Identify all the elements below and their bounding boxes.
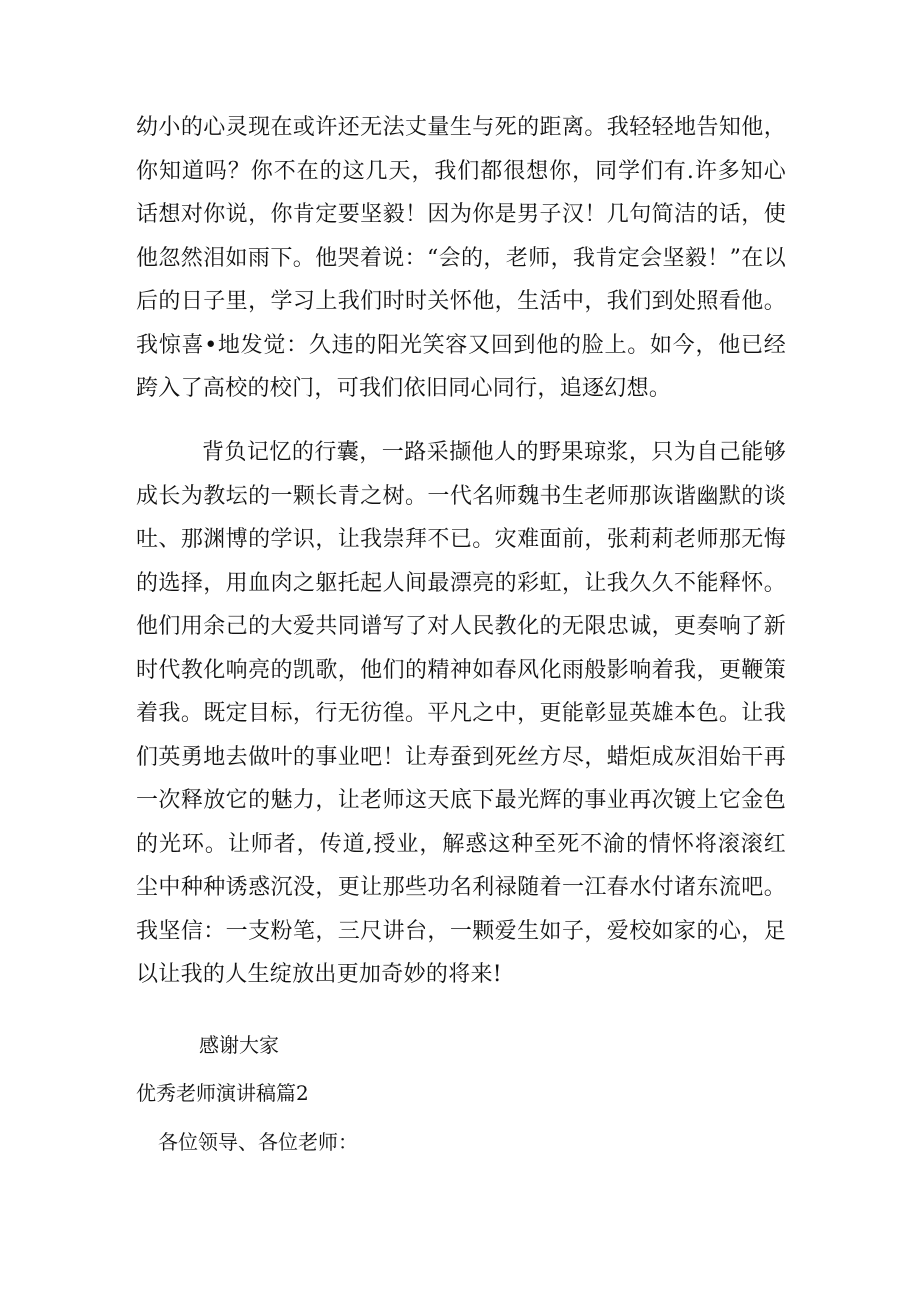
body-paragraph: 幼小的心灵现在或许还无法丈量生与死的距离。我轻轻地告知他，你知道吗？你不在的这几天，我们都很想你，同学们有.许多知心话想对你说，你肯定要坚毅！因为你是男子汉！几句简洁的话，使他忽然泪如雨下。他哭着说：“会的，老师，我肯定会坚毅！”在以后的日子里，学习上我们时时关怀他，生活中，我们到处照看他。我惊喜•地发觉：久违的阳光笑容又回到他的脸上。如今，他已经跨入了高校的校门，可我们依旧同心同行，追逐幻想。 [136, 115, 786, 401]
body-paragraph: 背负记忆的行囊，一路采撷他人的野果琼浆，只为自己能够成长为教坛的一颗长青之树。一代名师魏书生老师那诙谐幽默的谈吐、那渊博的学识，让我崇拜不已。灾难面前，张莉莉老师那无悔的选择，用血肉之躯托起人间最漂亮的彩虹，让我久久不能释怀。他们用余己的大爱共同谱写了对人民教化的无限忠诚，更奏响了新时代教化响亮的凯歌，他们的精神如春风化雨般影响着我，更鞭策着我。既定目标，行无彷徨。平凡之中，更能彰显英雄本色。让我们英勇地去做叶的事业吧！让寿蚕到死丝方尽，蜡炬成灰泪始干再一次释放它的魅力，让老师这天底下最光辉的事业再次镀上它金色的光环。让师者，传道,授业，解惑这种至死不渝的情怀将滚滚红尘中种种诱惑沉没，更让那些功名利禄随着一江春水付诸东流吧。我坚信：一支粉笔，三尺讲台，一颗爱生如子，爱校如家的心，足以让我的人生绽放出更加奇妙的将来! [136, 440, 786, 987]
salutation: 各位领导、各位老师： [158, 1130, 358, 1154]
section-heading: 优秀老师演讲稿篇2 [136, 1081, 309, 1105]
closing-thanks: 感谢大家 [199, 1033, 279, 1057]
